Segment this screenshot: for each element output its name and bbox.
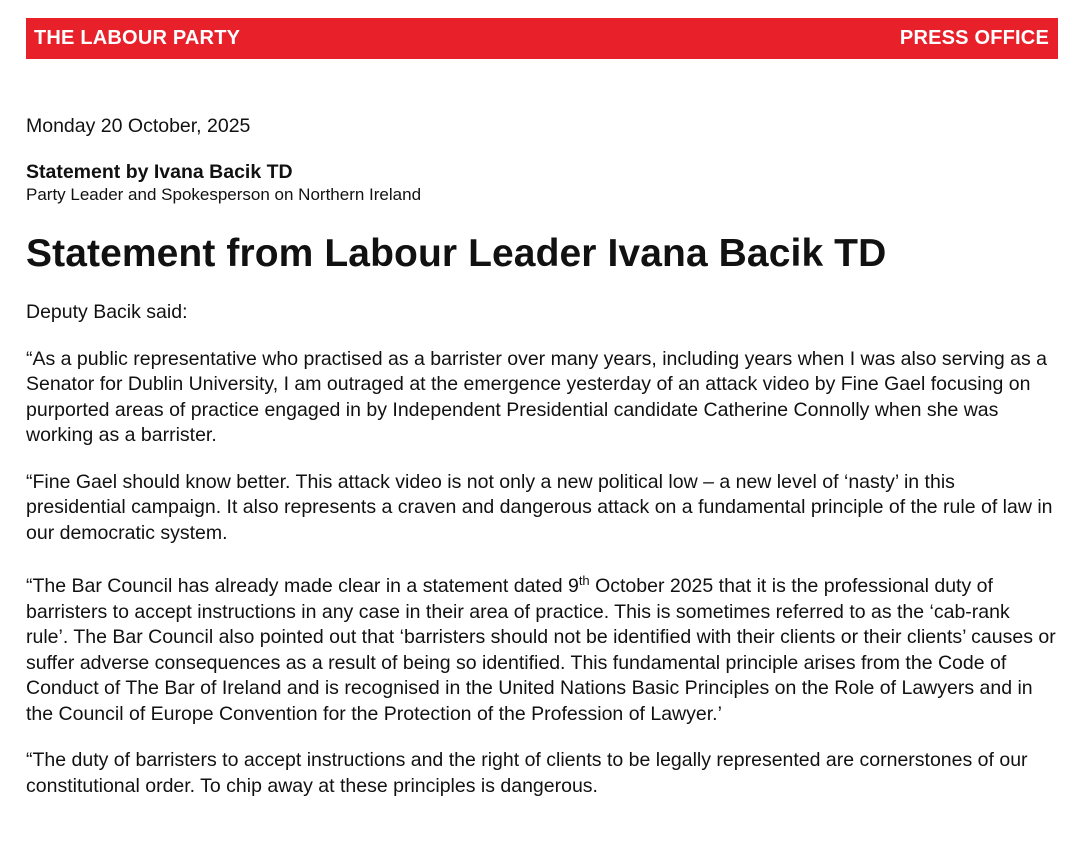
party-name: THE LABOUR PARTY [34, 27, 241, 49]
headline: Statement from Labour Leader Ivana Bacik TD [26, 232, 887, 275]
paragraph-3 [26, 574, 1056, 727]
byline-name: Statement by Ivana Bacik TD [26, 161, 293, 183]
byline-role: Party Leader and Spokesperson on Northern Ireland [26, 185, 422, 204]
paragraph-3-rest: October 2025 that it is the professional duty of barristers to accept instructions in any case in their area of practice. This is sometimes referred to as the ‘cab-rank rule’. The Bar Council also pointed out that ‘barristers should not be identified with their clients or their clients’ causes or suffer adverse consequences as a result of being so identified. This fundamental principle arises from the Code of Conduct of The Bar of Ireland and is recognised in the United Nations Basic Principles on the Role of Lawyers and in the Council of Europe Convention for the Protection of the Profession of Lawyer.’ [26, 575, 1056, 725]
paragraph-3-start: “The Bar Council has already made clear in a statement dated 9 [26, 575, 579, 597]
release-date: Monday 20 October, 2025 [26, 115, 251, 137]
byline [26, 160, 1056, 206]
press-release-body [26, 112, 1056, 799]
press-office-label: PRESS OFFICE [899, 27, 1049, 49]
ordinal-suffix: th [578, 573, 590, 588]
paragraph-1: “As a public representative who practised as a barrister over many years, including years when I was also serving as a Senator for Dublin University, I am outraged at the emergence yesterday of an attack video by Fine Gael focusing on purported areas of practice engaged in by Independent Presidential candidate Catherine Connolly when she was working as a barrister. [26, 347, 1047, 446]
paragraph-2: “Fine Gael should know better. This attack video is not only a new political low – a new level of ‘nasty’ in this presidential campaign. It also represents a craven and dangerous attack on a fundamental principle of the rule of law in our democratic system. [26, 470, 1053, 544]
intro-paragraph: Deputy Bacik said: [26, 301, 188, 323]
header-banner [26, 18, 1058, 59]
paragraph-4: “The duty of barristers to accept instructions and the right of clients to be legally represented are cornerstones of our constitutional order. To chip away at these principles is dangerous. [26, 749, 1028, 797]
